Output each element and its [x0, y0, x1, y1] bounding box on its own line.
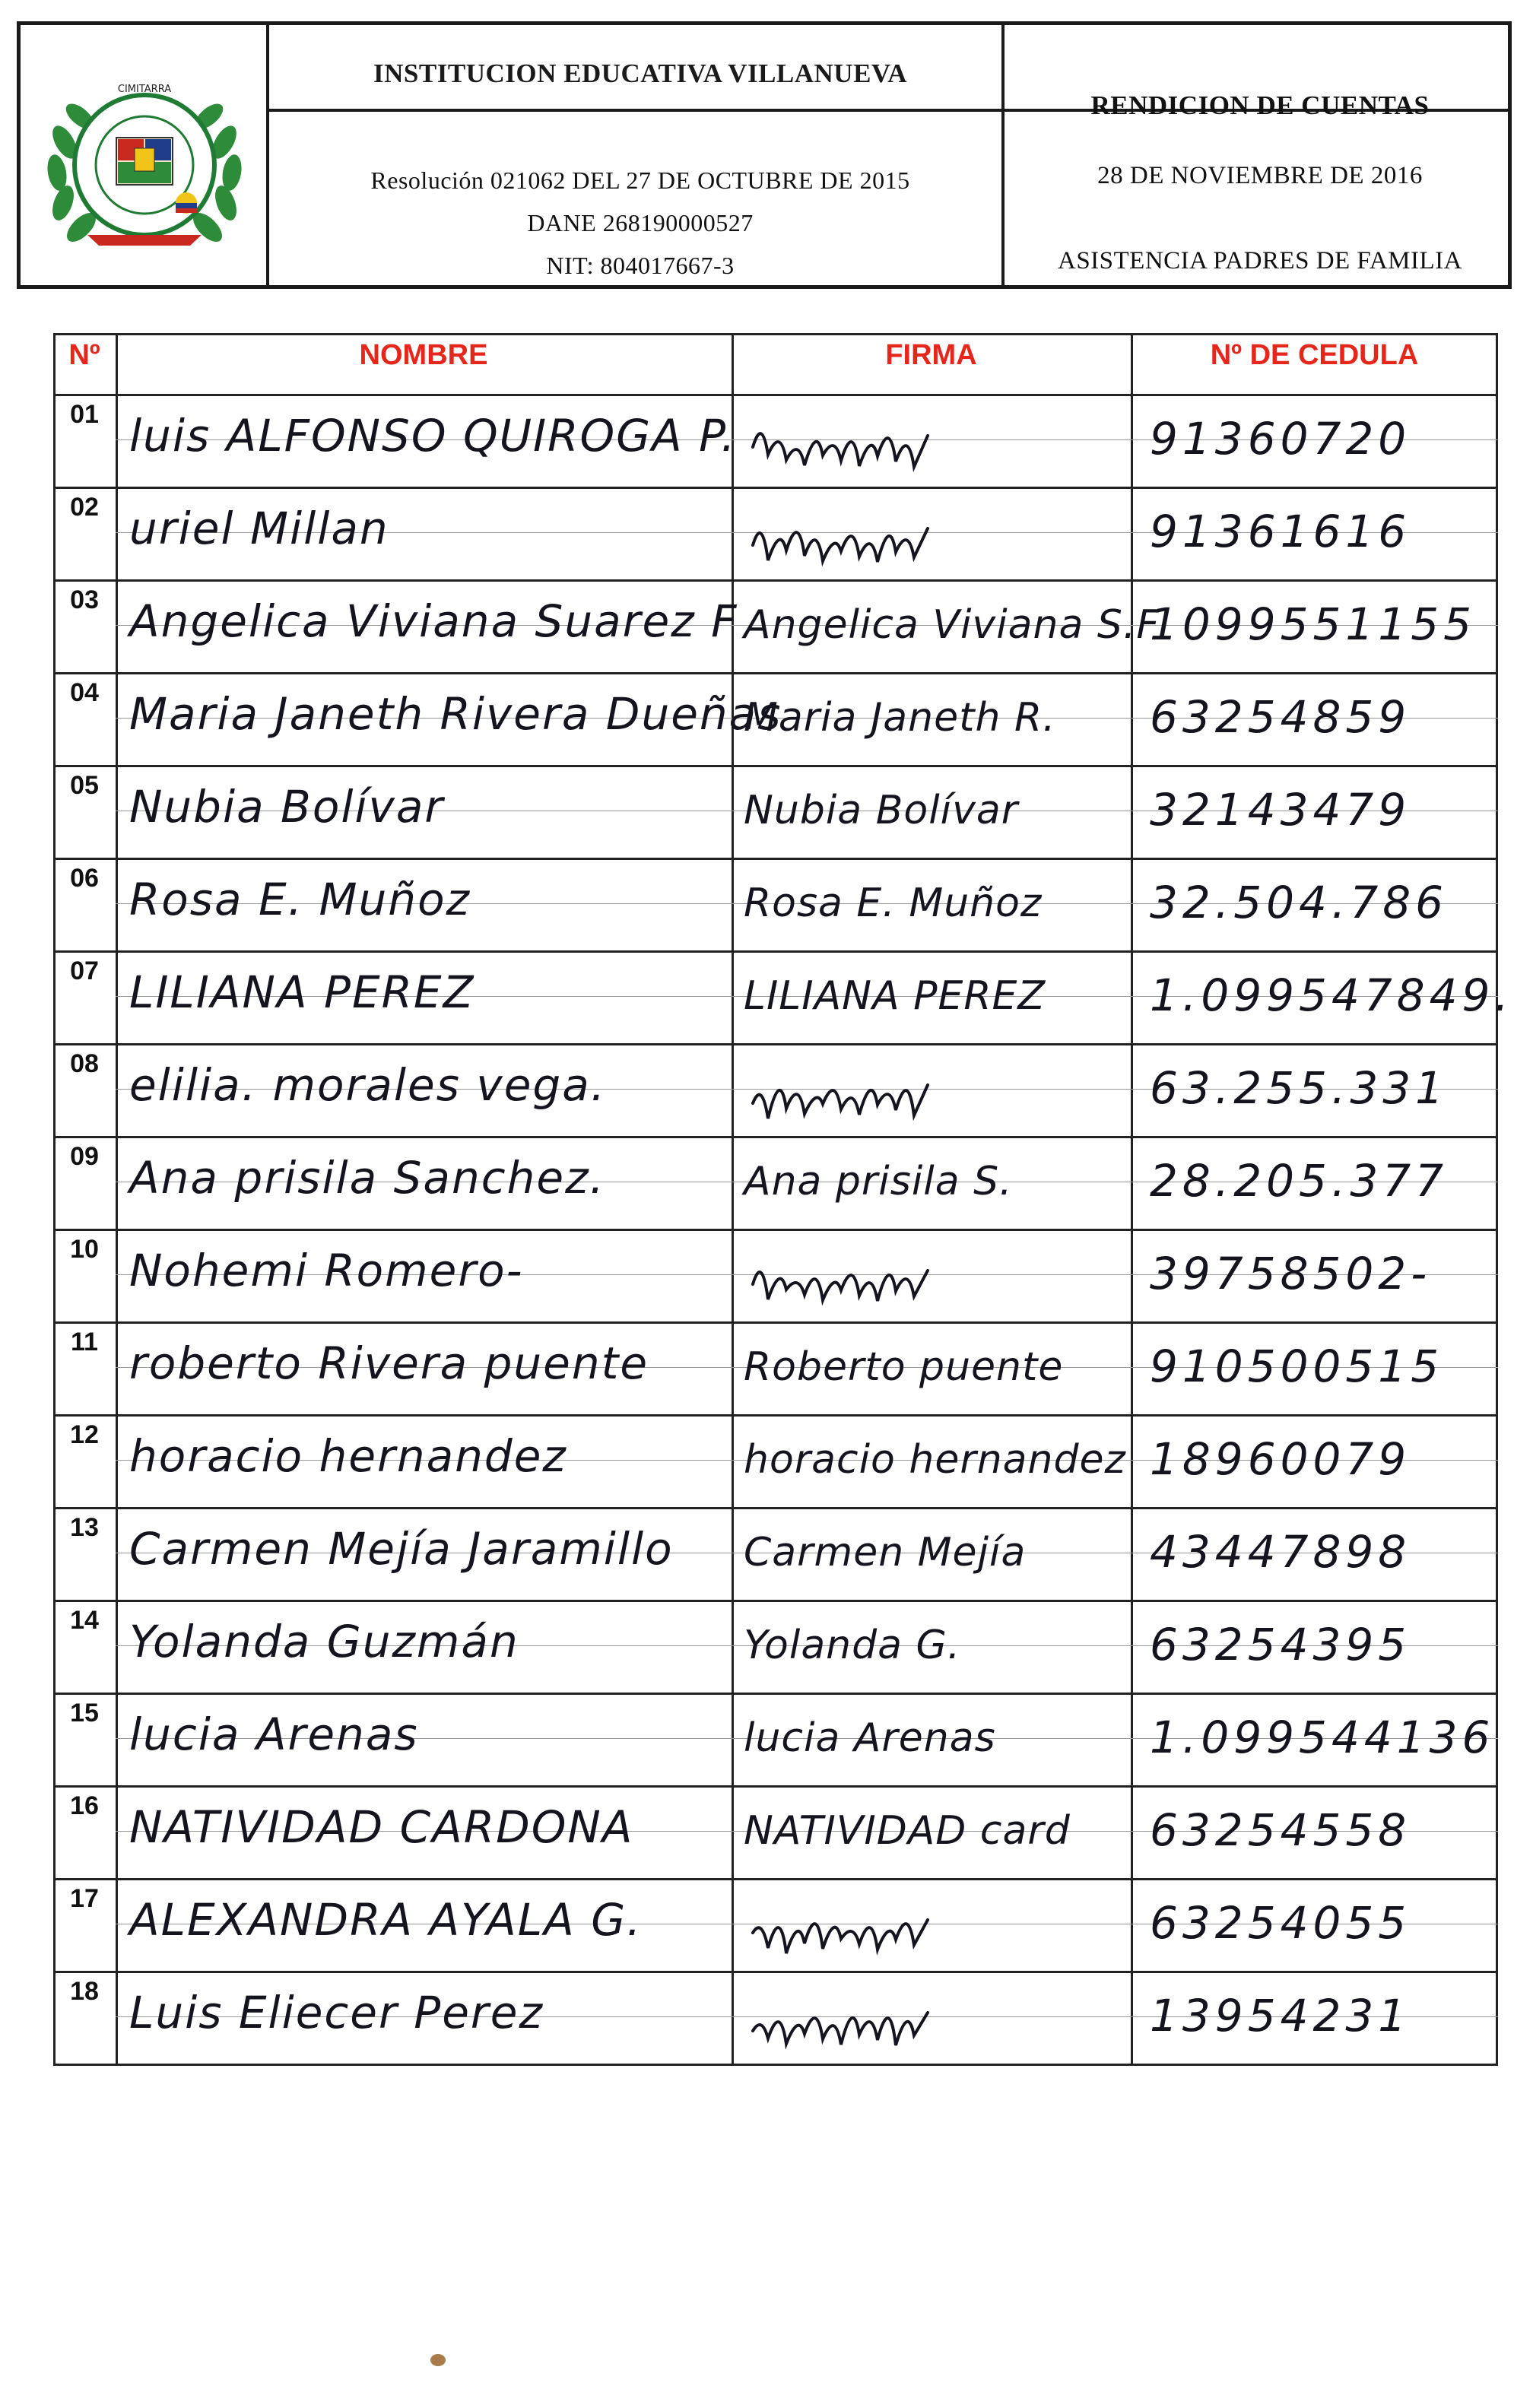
signature-scribble-icon [745, 494, 943, 570]
table-row [53, 487, 1498, 579]
handwritten-name: lucia Arenas [129, 1708, 419, 1760]
row-number: 05 [70, 771, 99, 800]
table-row [53, 1507, 1498, 1600]
table-row [53, 950, 1513, 1043]
handwritten-name: LILIANA PEREZ [129, 966, 475, 1018]
row-number: 17 [70, 1884, 99, 1913]
handwritten-signature: Carmen Mejía [744, 1530, 1027, 1575]
handwritten-signature: Yolanda G. [744, 1623, 961, 1668]
handwritten-name: Yolanda Guzmán [129, 1616, 519, 1667]
signature-scribble-icon [745, 1978, 943, 2054]
row-number: 04 [70, 678, 99, 707]
handwritten-signature: Rosa E. Muñoz [744, 880, 1043, 926]
handwritten-signature: NATIVIDAD card [744, 1808, 1071, 1854]
handwritten-signature: Nubia Bolívar [744, 788, 1019, 833]
table-row [53, 579, 1498, 672]
handwritten-id-number: 63254558 [1150, 1804, 1411, 1856]
handwritten-id-number: 28.205.377 [1150, 1155, 1449, 1207]
table-row [53, 1136, 1498, 1229]
handwritten-name: NATIVIDAD CARDONA [129, 1801, 634, 1853]
handwritten-id-number: 18960079 [1150, 1433, 1411, 1485]
handwritten-name: Rosa E. Muñoz [129, 874, 471, 925]
handwritten-name: elilia. morales vega. [129, 1059, 607, 1111]
svg-text:CIMITARRA: CIMITARRA [117, 84, 172, 95]
table-row [53, 1971, 1498, 2064]
signature-scribble-icon [745, 401, 943, 477]
document-subtitle: ASISTENCIA PADRES DE FAMILIA [1058, 247, 1462, 274]
column-header-signature: FIRMA [885, 339, 977, 371]
table-row [53, 1785, 1498, 1878]
handwritten-name: Luis Eliecer Perez [129, 1987, 544, 2038]
handwritten-id-number: 63254395 [1150, 1619, 1411, 1670]
handwritten-id-number: 39758502- [1150, 1248, 1432, 1299]
row-number: 07 [70, 957, 99, 985]
row-number: 12 [70, 1420, 99, 1449]
signature-scribble-icon [745, 1886, 943, 1962]
row-number: 01 [70, 400, 99, 429]
handwritten-id-number: 1.099544136 [1150, 1712, 1495, 1763]
handwritten-signature: horacio hernandez [744, 1437, 1126, 1483]
table-rule [53, 333, 1498, 335]
handwritten-name: Nohemi Romero- [129, 1245, 524, 1296]
handwritten-name: ALEXANDRA AYALA G. [129, 1894, 643, 1946]
table-row [53, 672, 1498, 765]
resolution-text: Resolución 021062 DEL 27 DE OCTUBRE DE 2015 [370, 167, 910, 194]
handwritten-id-number: 63.255.331 [1150, 1062, 1449, 1114]
handwritten-name: Ana prisila Sanchez. [129, 1152, 605, 1204]
handwritten-signature: LILIANA PEREZ [744, 973, 1046, 1019]
row-number: 13 [70, 1513, 99, 1542]
handwritten-id-number: 32.504.786 [1150, 877, 1449, 928]
row-number: 16 [70, 1791, 99, 1820]
row-number: 15 [70, 1699, 99, 1727]
table-row [53, 1600, 1498, 1693]
row-number: 14 [70, 1606, 99, 1635]
institution-seal-icon [34, 59, 255, 258]
document-header [17, 21, 1512, 289]
table-row [53, 1414, 1498, 1507]
table-row [53, 1229, 1498, 1321]
handwritten-name: roberto Rivera puente [129, 1337, 649, 1389]
handwritten-name: Carmen Mejía Jaramillo [129, 1523, 674, 1575]
handwritten-signature: Ana prisila S. [744, 1159, 1013, 1204]
handwritten-name: luis ALFONSO QUIROGA P. [129, 410, 737, 462]
row-number: 06 [70, 864, 99, 893]
handwritten-name: Angelica Viviana Suarez F [129, 595, 738, 647]
column-header-number: Nº [68, 339, 100, 371]
handwritten-id-number: 43447898 [1150, 1526, 1411, 1578]
table-rule [53, 2064, 1498, 2066]
handwritten-id-number: 910500515 [1150, 1340, 1444, 1392]
handwritten-signature: Angelica Viviana S.F [744, 602, 1160, 648]
nit-number: NIT: 804017667-3 [546, 252, 735, 279]
handwritten-signature: Maria Janeth R. [744, 695, 1056, 741]
handwritten-id-number: 32143479 [1150, 784, 1411, 836]
table-row [53, 1878, 1498, 1971]
row-number: 08 [70, 1049, 99, 1078]
handwritten-name: Nubia Bolívar [129, 781, 445, 833]
table-row [53, 1321, 1498, 1414]
document-title: RENDICION DE CUENTAS [1090, 90, 1430, 120]
row-number: 10 [70, 1235, 99, 1264]
table-row [53, 858, 1498, 950]
handwritten-id-number: 13954231 [1150, 1990, 1411, 2042]
handwritten-name: uriel Millan [129, 503, 389, 554]
handwritten-id-number: 91361616 [1150, 506, 1411, 557]
column-header-name: NOMBRE [359, 339, 488, 371]
row-number: 18 [70, 1977, 99, 2006]
logo-cell [21, 25, 270, 285]
handwritten-name: horacio hernandez [129, 1430, 567, 1482]
table-row [53, 1043, 1498, 1136]
attendance-table [53, 333, 1513, 2070]
handwritten-id-number: 91360720 [1150, 413, 1411, 465]
row-number: 03 [70, 585, 99, 614]
handwritten-id-number: 1.099547849. [1150, 969, 1513, 1021]
handwritten-signature: Roberto puente [744, 1344, 1064, 1390]
row-number: 09 [70, 1142, 99, 1171]
row-number: 02 [70, 493, 99, 522]
handwritten-name: Maria Janeth Rivera Dueñas [129, 688, 782, 740]
table-row [53, 394, 1498, 487]
column-header-id: Nº DE CEDULA [1210, 339, 1419, 371]
handwritten-signature: lucia Arenas [744, 1715, 996, 1761]
signature-scribble-icon [745, 1236, 943, 1312]
table-row [53, 765, 1498, 858]
table-row [53, 1693, 1498, 1785]
institution-name: INSTITUCION EDUCATIVA VILLANUEVA [373, 59, 907, 88]
document-date: 28 DE NOVIEMBRE DE 2016 [1097, 162, 1423, 189]
signature-scribble-icon [745, 1051, 943, 1127]
row-number: 11 [71, 1328, 98, 1356]
handwritten-id-number: 63254859 [1150, 691, 1411, 743]
handwritten-id-number: 63254055 [1150, 1897, 1411, 1949]
dane-code: DANE 268190000527 [527, 209, 754, 236]
handwritten-id-number: 1099551155 [1150, 598, 1477, 650]
paper-speck [430, 2354, 446, 2366]
